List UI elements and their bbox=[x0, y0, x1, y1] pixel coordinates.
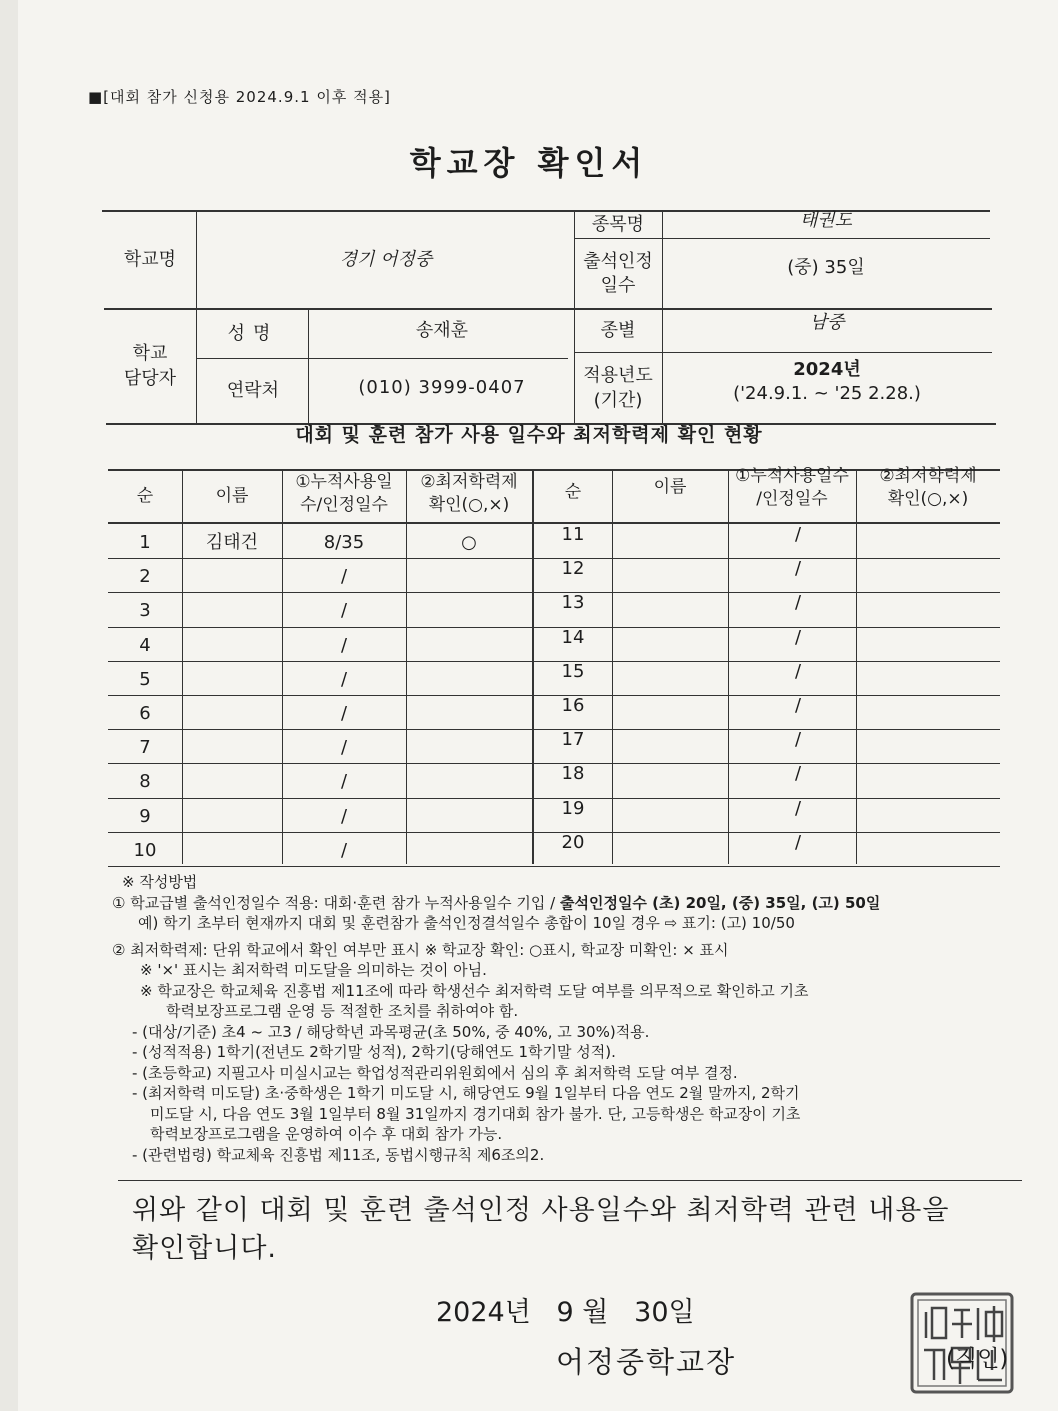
note-grades: - (성적적용) 1학기(전년도 2학기말 성적), 2학기(당해연도 1학기말 성적). bbox=[132, 1043, 616, 1061]
row-number: 20 bbox=[561, 831, 585, 853]
row-number: 12 bbox=[561, 557, 585, 579]
row-number: 18 bbox=[561, 762, 585, 784]
row-number: 6 bbox=[139, 702, 151, 724]
note-below-minimum: - (최저학력 미도달) 초·중학생은 1학기 미도달 시, 해당연도 9월 1일부터 다음 연도 2월 말까지, 2학기 bbox=[132, 1084, 800, 1102]
student-name bbox=[612, 621, 728, 655]
manager-name-label: 성명 bbox=[227, 322, 279, 344]
min-academic-check bbox=[406, 629, 532, 663]
min-academic-check bbox=[406, 765, 532, 799]
row-number: 14 bbox=[561, 626, 585, 648]
usage-days: / bbox=[340, 599, 348, 621]
usage-days: / bbox=[794, 694, 802, 716]
usage-days: / bbox=[340, 634, 348, 656]
usage-days: / bbox=[794, 660, 802, 682]
apply-year-value: 2024년 ('24.9.1. ~ '25 2.28.) bbox=[733, 358, 921, 404]
min-academic-check bbox=[406, 560, 532, 594]
row-number: 17 bbox=[561, 728, 585, 750]
usage-days: / bbox=[794, 626, 802, 648]
row-number: 1 bbox=[139, 531, 151, 553]
row-number: 4 bbox=[139, 634, 151, 656]
col-header-usage-right: ①누적사용일수 /인정일수 bbox=[735, 466, 849, 509]
student-name bbox=[612, 723, 728, 757]
gender-value: 남중 bbox=[809, 311, 845, 333]
min-academic-check bbox=[856, 518, 1000, 552]
row-number: 9 bbox=[139, 805, 151, 827]
min-academic-check bbox=[856, 723, 1000, 757]
student-name bbox=[612, 826, 728, 860]
usage-days: / bbox=[794, 831, 802, 853]
row-number: 7 bbox=[139, 736, 151, 758]
usage-days: / bbox=[340, 736, 348, 758]
col-header-no-right: 순 bbox=[564, 481, 582, 502]
row-number: 5 bbox=[139, 668, 151, 690]
usage-days: / bbox=[340, 702, 348, 724]
usage-days: / bbox=[794, 523, 802, 545]
note-1-example: 예) 학기 초부터 현재까지 대회 및 훈련참가 출석인정결석일수 총합이 10일 경우 ⇨ 표기: (고) 10/50 bbox=[138, 914, 795, 932]
col-header-min-academic-right: ②최저학력제 확인(○,×) bbox=[879, 466, 977, 509]
student-name bbox=[182, 629, 282, 663]
note-related-law: - (관련법령) 학교체육 진흥법 제11조, 동법시행규칙 제6조의2. bbox=[132, 1145, 545, 1164]
manager-name-value: 송재훈 bbox=[415, 319, 469, 341]
row-number: 15 bbox=[561, 660, 585, 682]
min-academic-check bbox=[406, 800, 532, 834]
min-academic-check bbox=[406, 834, 532, 868]
row-number: 10 bbox=[133, 839, 157, 861]
usage-days: / bbox=[794, 762, 802, 784]
page-title: 학교장 확인서 bbox=[409, 144, 649, 182]
student-name bbox=[182, 800, 282, 834]
note-2-x: ※ '×' 표시는 최저학력 미도달을 의미하는 것이 아님. bbox=[140, 961, 487, 979]
student-name bbox=[612, 518, 728, 552]
note-2-principal-cont: 학력보장프로그램 운영 등 적절한 조치를 취하여야 함. bbox=[166, 1002, 519, 1020]
note-below-minimum-cont: 미도달 시, 다음 연도 3월 1일부터 8월 31일까지 경기대회 참가 불가. 단, 고등학생은 학교장이 기초 bbox=[150, 1104, 801, 1123]
usage-days: / bbox=[340, 805, 348, 827]
student-name bbox=[612, 792, 728, 826]
attendance-days-value: (중) 35일 bbox=[787, 256, 865, 278]
student-name bbox=[612, 757, 728, 791]
usage-days: / bbox=[340, 770, 348, 792]
event-label: 종목명 bbox=[591, 213, 645, 235]
issue-date: 2024년 9 월 30일 bbox=[436, 1297, 695, 1328]
usage-days: / bbox=[340, 839, 348, 861]
student-name bbox=[182, 663, 282, 697]
student-name bbox=[182, 697, 282, 731]
usage-days: 8/35 bbox=[323, 531, 365, 553]
row-number: 3 bbox=[139, 599, 151, 621]
min-academic-check bbox=[856, 552, 1000, 586]
row-number: 11 bbox=[561, 523, 585, 545]
note-below-minimum-cont-2: 학력보장프로그램을 운영하여 이수 후 대회 참가 가능. bbox=[150, 1125, 503, 1143]
seal-mark-text: (직인) bbox=[946, 1346, 1009, 1372]
contact-value: (010) 3999-0407 bbox=[358, 376, 526, 398]
note-2-principal: ※ 학교장은 학교체육 진흥법 제11조에 따라 학생선수 최저학력 도달 여부를 의무적으로 확인하고 기초 bbox=[140, 981, 809, 1000]
usage-days: / bbox=[794, 728, 802, 750]
min-academic-check: ○ bbox=[461, 531, 477, 553]
min-academic-check bbox=[406, 697, 532, 731]
col-header-name-right: 이름 bbox=[653, 476, 687, 497]
col-header-min-academic-left: ②최저학력제 확인(○,×) bbox=[420, 472, 518, 515]
section-title: 대회 및 훈련 참가 사용 일수와 최저학력제 확인 현황 bbox=[295, 424, 763, 446]
min-academic-check bbox=[406, 594, 532, 628]
principal-signature: 어정중학교장 bbox=[556, 1345, 737, 1379]
apply-year-label: 적용년도 (기간) bbox=[583, 365, 653, 411]
row-number: 19 bbox=[561, 797, 585, 819]
min-academic-check bbox=[856, 792, 1000, 826]
usage-days: / bbox=[340, 565, 348, 587]
min-academic-check bbox=[856, 689, 1000, 723]
note-target: - (대상/기준) 초4 ~ 고3 / 해당학년 과목평균(초 50%, 중 40%, 고 30%)적용. bbox=[132, 1022, 650, 1041]
col-header-name-left: 이름 bbox=[215, 485, 249, 506]
row-number: 16 bbox=[561, 694, 585, 716]
row-number: 2 bbox=[139, 565, 151, 587]
student-name bbox=[612, 689, 728, 723]
min-academic-check bbox=[856, 826, 1000, 860]
row-number: 8 bbox=[139, 770, 151, 792]
col-header-no-left: 순 bbox=[136, 485, 154, 506]
student-name bbox=[612, 655, 728, 689]
note-elementary: - (초등학교) 지필고사 미실시교는 학업성적관리위원회에서 심의 후 최저학력 도달 여부 결정. bbox=[132, 1063, 738, 1082]
student-name bbox=[182, 765, 282, 799]
school-name-label: 학교명 bbox=[123, 248, 177, 270]
student-name bbox=[182, 731, 282, 765]
min-academic-check bbox=[406, 731, 532, 765]
student-name bbox=[182, 560, 282, 594]
note-2: ② 최저학력제: 단위 학교에서 확인 여부만 표시 ※ 학교장 확인: ○표시, 학교장 미확인: × 표시 bbox=[112, 940, 729, 959]
gender-label: 종별 bbox=[600, 319, 636, 341]
header-note: ■[대회 참가 신청용 2024.9.1 이후 적용] bbox=[88, 88, 391, 106]
row-number: 13 bbox=[561, 591, 585, 613]
student-name bbox=[182, 834, 282, 868]
attendance-days-label: 출석인정 일수 bbox=[583, 250, 653, 296]
school-name-value: 경기 어정중 bbox=[339, 248, 433, 270]
col-header-usage-left: ①누적사용일 수/인정일수 bbox=[295, 472, 393, 515]
usage-days: / bbox=[794, 797, 802, 819]
notes-section bbox=[112, 872, 881, 1165]
student-name: 김태건 bbox=[205, 531, 259, 553]
min-academic-check bbox=[856, 621, 1000, 655]
min-academic-check bbox=[856, 655, 1000, 689]
confirmation-text: 위와 같이 대회 및 훈련 출석인정 사용일수와 최저학력 관련 내용을 확인합니다. bbox=[132, 1195, 950, 1264]
student-name bbox=[612, 552, 728, 586]
usage-days: / bbox=[794, 591, 802, 613]
notes-heading: ※ 작성방법 bbox=[122, 873, 198, 891]
min-academic-check bbox=[856, 586, 1000, 620]
school-manager-label: 학교 담당자 bbox=[123, 343, 177, 389]
event-value: 태권도 bbox=[799, 209, 853, 231]
min-academic-check bbox=[406, 663, 532, 697]
student-name bbox=[612, 586, 728, 620]
usage-days: / bbox=[794, 557, 802, 579]
contact-label: 연락처 bbox=[226, 380, 280, 402]
student-name bbox=[182, 594, 282, 628]
note-1: ① 학교급별 출석인정일수 적용: 대회·훈련 참가 누적사용일수 기입 / 출석인정일수 (초) 20일, (중) 35일, (고) 50일 bbox=[112, 893, 881, 912]
usage-days: / bbox=[340, 668, 348, 690]
min-academic-check bbox=[856, 757, 1000, 791]
